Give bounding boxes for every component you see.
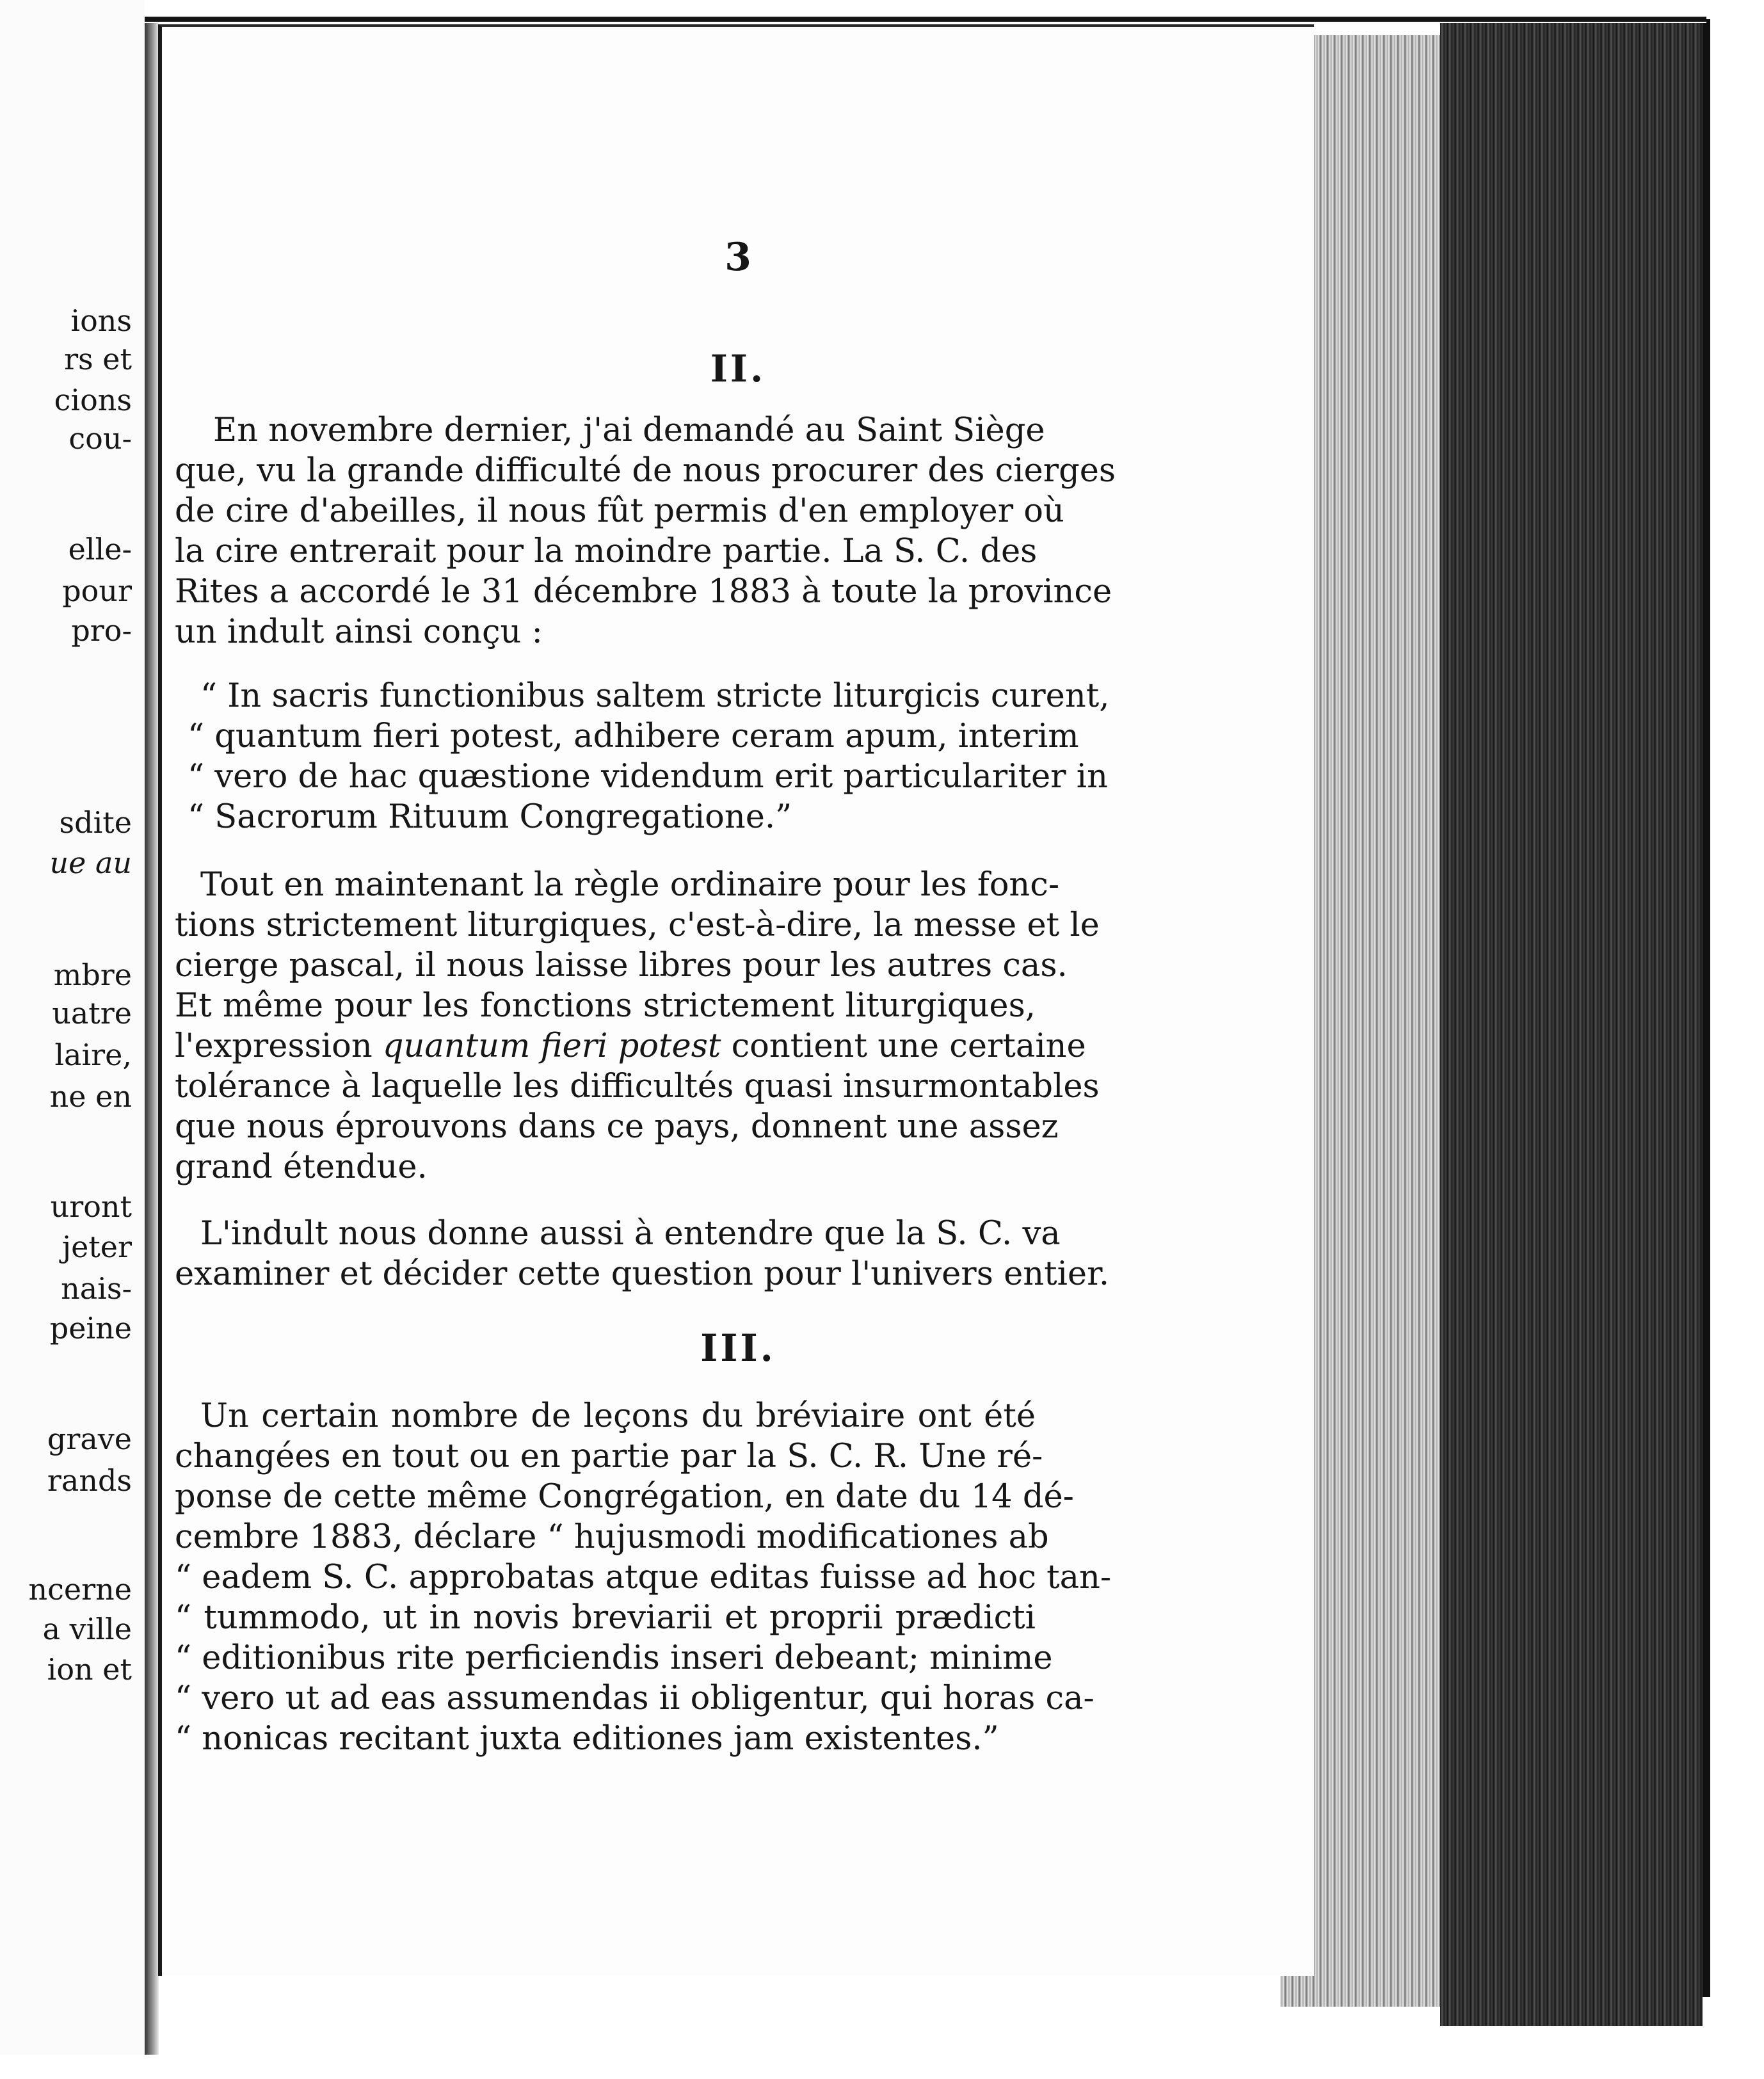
- text-line: un indult ainsi conçu :: [175, 613, 543, 651]
- text-line: que nous éprouvons dans ce pays, donnent une assez: [175, 1108, 1059, 1146]
- left-page-fragment: ions: [70, 303, 132, 338]
- text-line: tolérance à laquelle les difficultés quasi insurmontables: [175, 1068, 1100, 1105]
- quote-line: “ Sacrorum Rituum Congregatione.”: [188, 798, 792, 836]
- book-gutter-shadow: [145, 19, 159, 2055]
- text-line: “ tummodo, ut in novis breviarii et proprii prædicti: [175, 1599, 1036, 1637]
- left-page-fragment: ncerne: [28, 1572, 132, 1607]
- left-page-fragment: rs et: [64, 342, 132, 376]
- section-heading-iii: III.: [700, 1326, 776, 1370]
- left-page-fragment: ion et: [47, 1652, 132, 1687]
- text-line: Un certain nombre de leçons du bréviaire ont été: [200, 1397, 1036, 1435]
- left-page-fragment: a ville: [42, 1612, 132, 1646]
- text-line-with-italic: [175, 1027, 1086, 1065]
- left-page-fragment: jeter: [61, 1230, 132, 1264]
- text-line: “ eadem S. C. approbatas atque editas fuisse ad hoc tan-: [175, 1559, 1112, 1596]
- left-page-fragment: uront: [50, 1189, 132, 1224]
- left-page-fragment: nais-: [61, 1271, 132, 1306]
- text-line: examiner et décider cette question pour l'univers entier.: [175, 1255, 1110, 1293]
- left-page-fragment: peine: [49, 1311, 132, 1345]
- text-line: “ nonicas recitant juxta editiones jam existentes.”: [175, 1720, 999, 1758]
- text-line: Et même pour les fonctions strictement liturgiques,: [175, 987, 1036, 1025]
- left-page-fragment: elle-: [68, 532, 132, 566]
- text-line: “ editionibus rite perficiendis inseri debeant; minime: [175, 1639, 1053, 1677]
- text-line: de cire d'abeilles, il nous fût permis d'en employer où: [175, 492, 1064, 530]
- quote-line: “ In sacris functionibus saltem stricte liturgicis curent,: [200, 677, 1110, 715]
- quote-line: “ quantum fieri potest, adhibere ceram apum, interim: [188, 718, 1079, 755]
- text-line: changées en tout ou en partie par la S. C. R. Une ré-: [175, 1438, 1043, 1475]
- quote-line: “ vero de hac quæstione videndum erit particulariter in: [188, 758, 1108, 796]
- italic-phrase: quantum fieri potest: [382, 1027, 721, 1065]
- section-heading-ii: II.: [710, 347, 766, 390]
- text-line: ponse de cette même Congrégation, en date du 14 dé-: [175, 1478, 1074, 1516]
- text-line: la cire entrerait pour la moindre partie. La S. C. des: [175, 533, 1038, 570]
- top-scan-border: [145, 0, 1706, 23]
- left-page-fragment: cions: [54, 383, 132, 417]
- left-page-fragment: rands: [47, 1463, 132, 1498]
- text-line: “ vero ut ad eas assumendas ii obligentur, qui horas ca-: [175, 1680, 1094, 1717]
- text-fragment: contient une certaine: [721, 1027, 1086, 1065]
- text-fragment: l'expression: [175, 1027, 383, 1065]
- text-line: tions strictement liturgiques, c'est-à-dire, la messe et le: [175, 906, 1100, 944]
- left-page-fragment: ne en: [49, 1079, 132, 1114]
- left-page-fragment: cou-: [68, 421, 132, 456]
- text-line: Rites a accordé le 31 décembre 1883 à toute la province: [175, 573, 1112, 611]
- left-page-fragment: pro-: [71, 613, 132, 648]
- left-page-fragment: ue au: [49, 846, 132, 880]
- text-line: cembre 1883, déclare “ hujusmodi modificationes ab: [175, 1518, 1049, 1556]
- left-page-fragment: uatre: [52, 996, 132, 1031]
- text-line: grand étendue.: [175, 1148, 428, 1186]
- right-scan-border: [1703, 0, 1764, 2079]
- text-line: que, vu la grande difficulté de nous procurer des cierges: [175, 452, 1116, 490]
- book-fore-edge: [1440, 16, 1709, 2026]
- text-line: Tout en maintenant la règle ordinaire pour les fonc-: [200, 866, 1060, 904]
- main-page: [158, 24, 1314, 1976]
- left-page-fragment: laire,: [54, 1038, 132, 1072]
- bottom-scan-border: [0, 2055, 1764, 2079]
- text-line: cierge pascal, il nous laisse libres pour les autres cas.: [175, 947, 1068, 984]
- page-number: 3: [725, 235, 751, 280]
- left-facing-page: [0, 0, 151, 2055]
- left-page-fragment: mbre: [53, 958, 132, 992]
- left-page-fragment: sdite: [59, 805, 132, 840]
- text-line: En novembre dernier, j'ai demandé au Saint Siège: [213, 412, 1045, 449]
- left-page-fragment: pour: [62, 574, 132, 608]
- text-line: L'indult nous donne aussi à entendre que la S. C. va: [200, 1215, 1061, 1253]
- left-page-fragment: grave: [47, 1422, 132, 1456]
